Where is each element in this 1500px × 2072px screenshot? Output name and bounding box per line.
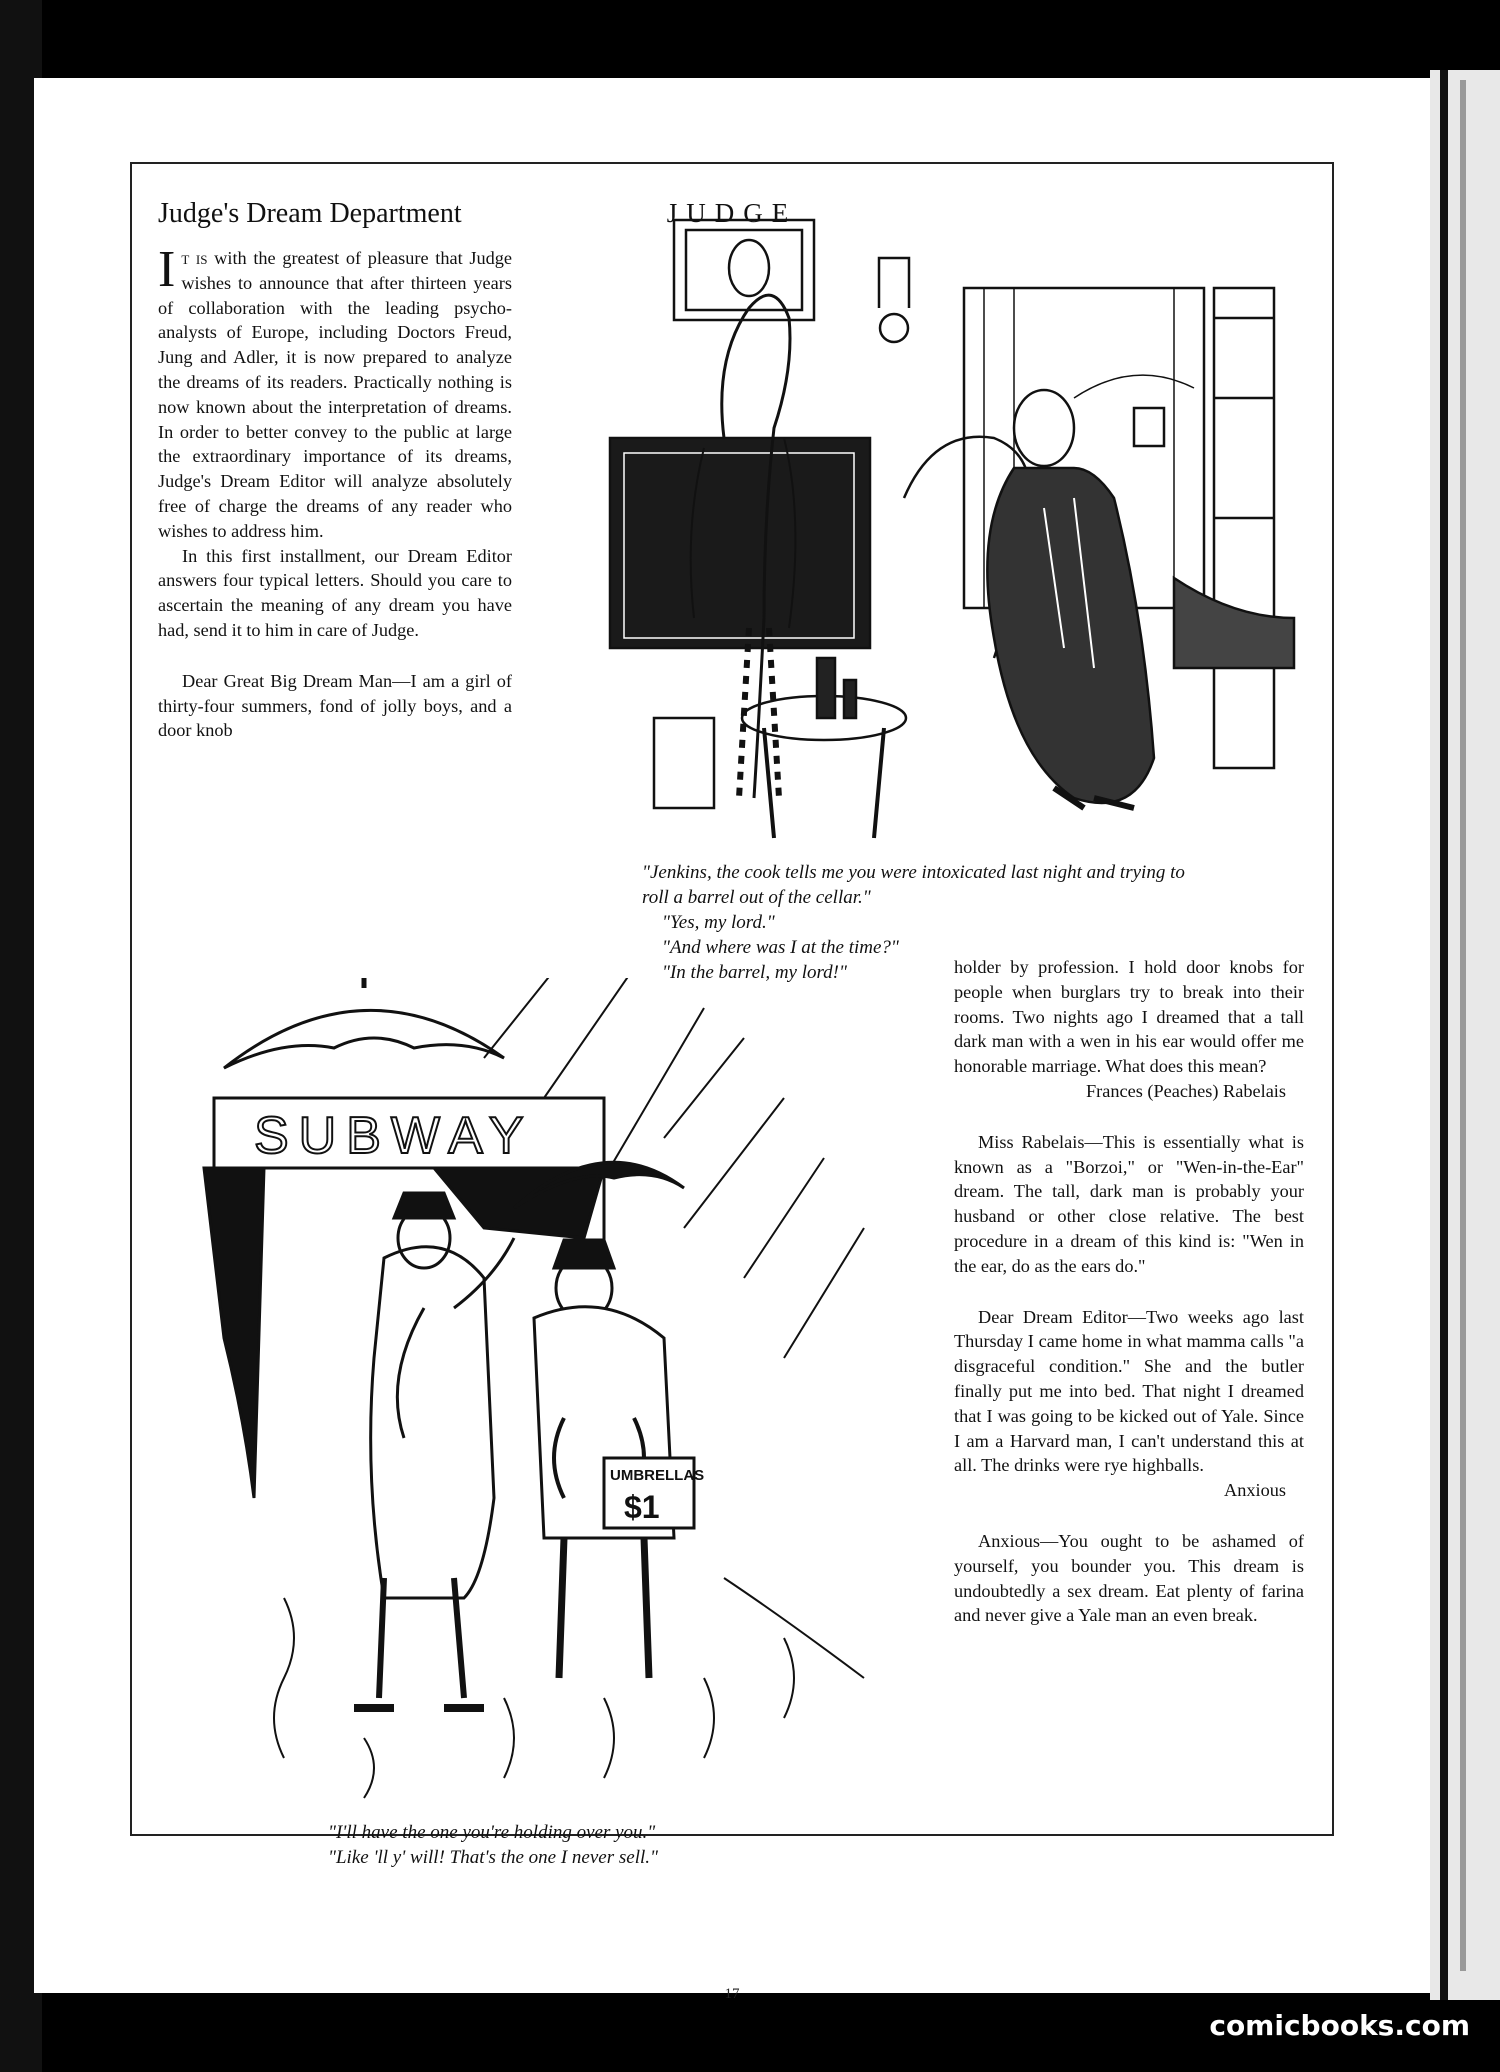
letter1-start: Dear Great Big Dream Man—I am a girl of thirty-four summers, fond of jolly boys, and a door knob: [158, 670, 512, 741]
article-title: Judge's Dream Department: [158, 198, 462, 229]
answer2: Anxious—You ought to be ashamed of yourself, you bounder you. This dream is undoubtedly a sex dream. Eat plenty of farina and never give a Yale man an even break.: [954, 1530, 1304, 1626]
letter1-signature: Frances (Peaches) Rabelais: [1086, 1080, 1286, 1101]
vendor-sign-line2: $1: [624, 1489, 660, 1525]
article-column-left: [158, 241, 512, 743]
cartoon2-caption: [328, 1820, 658, 1870]
article-column-right: [954, 955, 1304, 1628]
watermark: comicbooks.com: [1209, 2009, 1470, 2042]
page-edges: [1430, 70, 1500, 2000]
subway-sign-text: SUBWAY: [254, 1107, 534, 1165]
intro-text: with the greatest of pleasure that Judge wishes to announce that after thirteen years of collaboration with the leading psycho-analysts of Europe, including Doctors Freud, Jung and Adler, it is now prepared to analyze the dreams of its readers. Practically nothing is now known about the interpretation of dreams. In order to better convey to the public at large the extraordinary importance of its dreams, Judge's Dream Editor will analyze absolutely free of charge the dreams of any reader who wishes to address him.: [158, 248, 512, 541]
page-number: 17: [724, 1986, 740, 2002]
intro-smallcaps: t is: [181, 248, 208, 268]
cartoon-umbrella-vendor: [184, 978, 944, 1818]
masthead: JUDGE: [666, 198, 798, 228]
installment-paragraph: In this first installment, our Dream Editor answers four typical letters. Should you care to ascertain the meaning of any dream you have had, send it to him in care of Judge.: [158, 545, 512, 640]
letter2-signature: Anxious: [1224, 1480, 1286, 1501]
cartoon1-caption-line: "Yes, my lord.": [662, 912, 775, 933]
cartoon2-caption-line: "I'll have the one you're holding over you.": [328, 1822, 656, 1843]
magazine-page: [34, 78, 1430, 2002]
cartoon1-caption-line: "Jenkins, the cook tells me you were intoxicated last night and trying to: [642, 862, 1185, 883]
cartoon1-caption-line: roll a barrel out of the cellar.": [642, 887, 871, 908]
intro-paragraph: [158, 241, 512, 544]
answer1: Miss Rabelais—This is essentially what is known as a "Borzoi," or "Wen-in-the-Ear" dream. The tall, dark man is probably your husband or other close relative. The best procedure in a dream of this kind is: "Wen in the ear, do as the ears do.": [954, 1131, 1304, 1276]
vendor-sign-line1: UMBRELLAS: [610, 1467, 705, 1484]
letter2: Dear Dream Editor—Two weeks ago last Thursday I came home in what mamma calls "a disgraceful condition." She and the butler finally put me into bed. That night I dreamed that I was going to be kicked out of Yale. Since I am a Harvard man, I can't understand this at all. The drinks were rye highballs.: [954, 1306, 1304, 1476]
cartoon1-caption: [642, 860, 1185, 985]
cartoon1-caption-line: "In the barrel, my lord!": [662, 962, 847, 983]
cartoon2-caption-line: "Like 'll y' will! That's the one I never sell.": [328, 1847, 658, 1868]
cartoon1-caption-line: "And where was I at the time?": [662, 937, 899, 958]
letter1-end: holder by profession. I hold door knobs for people when burglars try to break into their rooms. Two nights ago I dreamed that a tall dark man with a wen in his ear would offer me honorable marriage. What does this mean?: [954, 957, 1304, 1077]
dropcap: I: [158, 241, 176, 298]
cartoon-lord-and-butler: [574, 198, 1334, 858]
